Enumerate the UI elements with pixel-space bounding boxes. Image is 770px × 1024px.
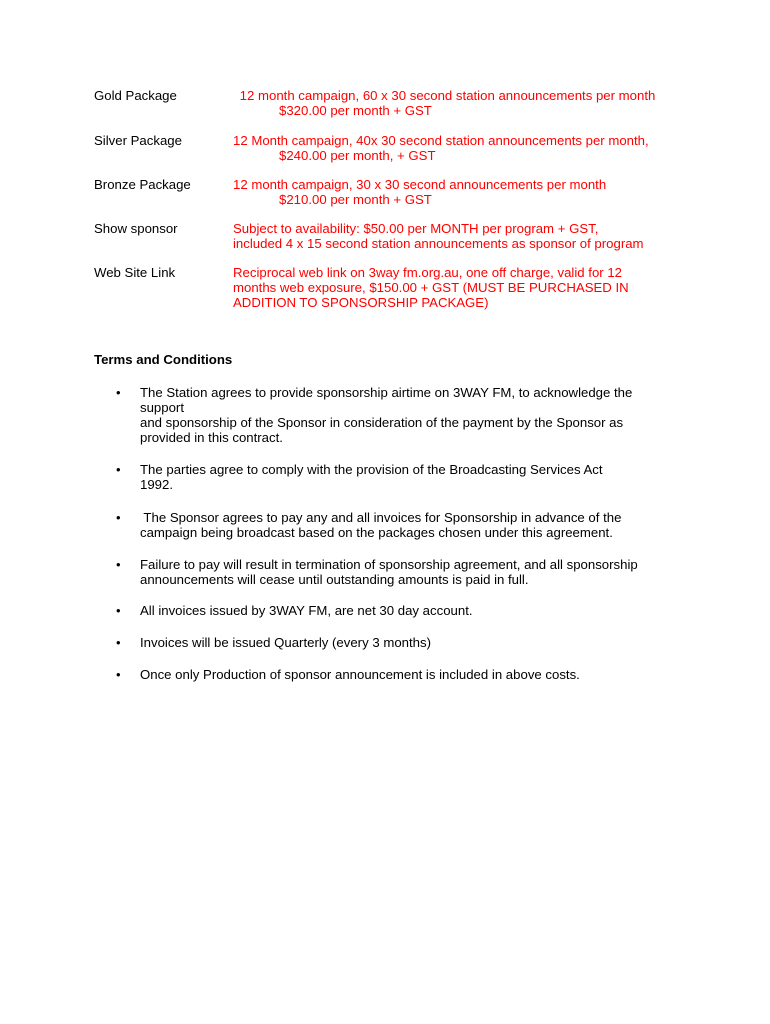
package-price-line: $240.00 per month, + GST bbox=[279, 148, 436, 163]
terms-line: and sponsorship of the Sponsor in consideration of the payment by the Sponsor as bbox=[140, 415, 624, 430]
package-description bbox=[233, 88, 683, 118]
bullet-icon: • bbox=[116, 385, 121, 400]
terms-item-text bbox=[140, 667, 700, 682]
terms-line: campaign being broadcast based on the packages chosen under this agreement. bbox=[140, 525, 613, 540]
package-description bbox=[233, 133, 683, 163]
terms-item-text bbox=[140, 635, 700, 650]
bullet-icon: • bbox=[116, 635, 121, 650]
terms-item-text bbox=[140, 462, 700, 492]
package-name: Silver Package bbox=[94, 133, 182, 148]
package-name: Show sponsor bbox=[94, 221, 178, 236]
terms-line: Invoices will be issued Quarterly (every 3 months) bbox=[140, 635, 431, 650]
terms-item-text bbox=[140, 385, 700, 445]
package-desc-line: Subject to availability: $50.00 per MONTH per program + GST, bbox=[233, 221, 599, 236]
terms-line: support bbox=[140, 400, 184, 415]
package-description bbox=[233, 221, 683, 251]
package-price-line: $320.00 per month + GST bbox=[279, 103, 432, 118]
bullet-icon: • bbox=[116, 557, 121, 572]
terms-item-text bbox=[140, 557, 700, 587]
terms-item-text bbox=[140, 510, 700, 540]
bullet-icon: • bbox=[116, 462, 121, 477]
package-desc-line: 12 month campaign, 60 x 30 second station announcements per month bbox=[236, 88, 656, 103]
bullet-icon: • bbox=[116, 510, 121, 525]
package-name: Bronze Package bbox=[94, 177, 191, 192]
package-desc-line: 12 Month campaign, 40x 30 second station announcements per month, bbox=[233, 133, 649, 148]
terms-line: Failure to pay will result in termination of sponsorship agreement, and all sponsorship bbox=[140, 557, 638, 572]
package-name: Web Site Link bbox=[94, 265, 176, 280]
bullet-icon: • bbox=[116, 603, 121, 618]
package-price-line: $210.00 per month + GST bbox=[279, 192, 432, 207]
package-desc-line: Reciprocal web link on 3way fm.org.au, one off charge, valid for 12 bbox=[233, 265, 622, 280]
package-description bbox=[233, 177, 683, 207]
package-desc-line: 12 month campaign, 30 x 30 second announcements per month bbox=[233, 177, 607, 192]
terms-line: All invoices issued by 3WAY FM, are net 30 day account. bbox=[140, 603, 473, 618]
package-desc-line: included 4 x 15 second station announcements as sponsor of program bbox=[233, 236, 644, 251]
terms-line: announcements will cease until outstanding amounts is paid in full. bbox=[140, 572, 529, 587]
terms-line: 1992. bbox=[140, 477, 174, 492]
terms-item-text bbox=[140, 603, 700, 618]
terms-line: provided in this contract. bbox=[140, 430, 283, 445]
package-desc-line: ADDITION TO SPONSORSHIP PACKAGE) bbox=[233, 295, 489, 310]
bullet-icon: • bbox=[116, 667, 121, 682]
package-name: Gold Package bbox=[94, 88, 177, 103]
package-description bbox=[233, 265, 683, 310]
terms-heading: Terms and Conditions bbox=[94, 352, 233, 367]
terms-line: Once only Production of sponsor announcement is included in above costs. bbox=[140, 667, 580, 682]
terms-line: The Sponsor agrees to pay any and all invoices for Sponsorship in advance of the bbox=[140, 510, 622, 525]
terms-line: The parties agree to comply with the provision of the Broadcasting Services Act bbox=[140, 462, 603, 477]
terms-line: The Station agrees to provide sponsorship airtime on 3WAY FM, to acknowledge the bbox=[140, 385, 633, 400]
package-desc-line: months web exposure, $150.00 + GST (MUST BE PURCHASED IN bbox=[233, 280, 629, 295]
